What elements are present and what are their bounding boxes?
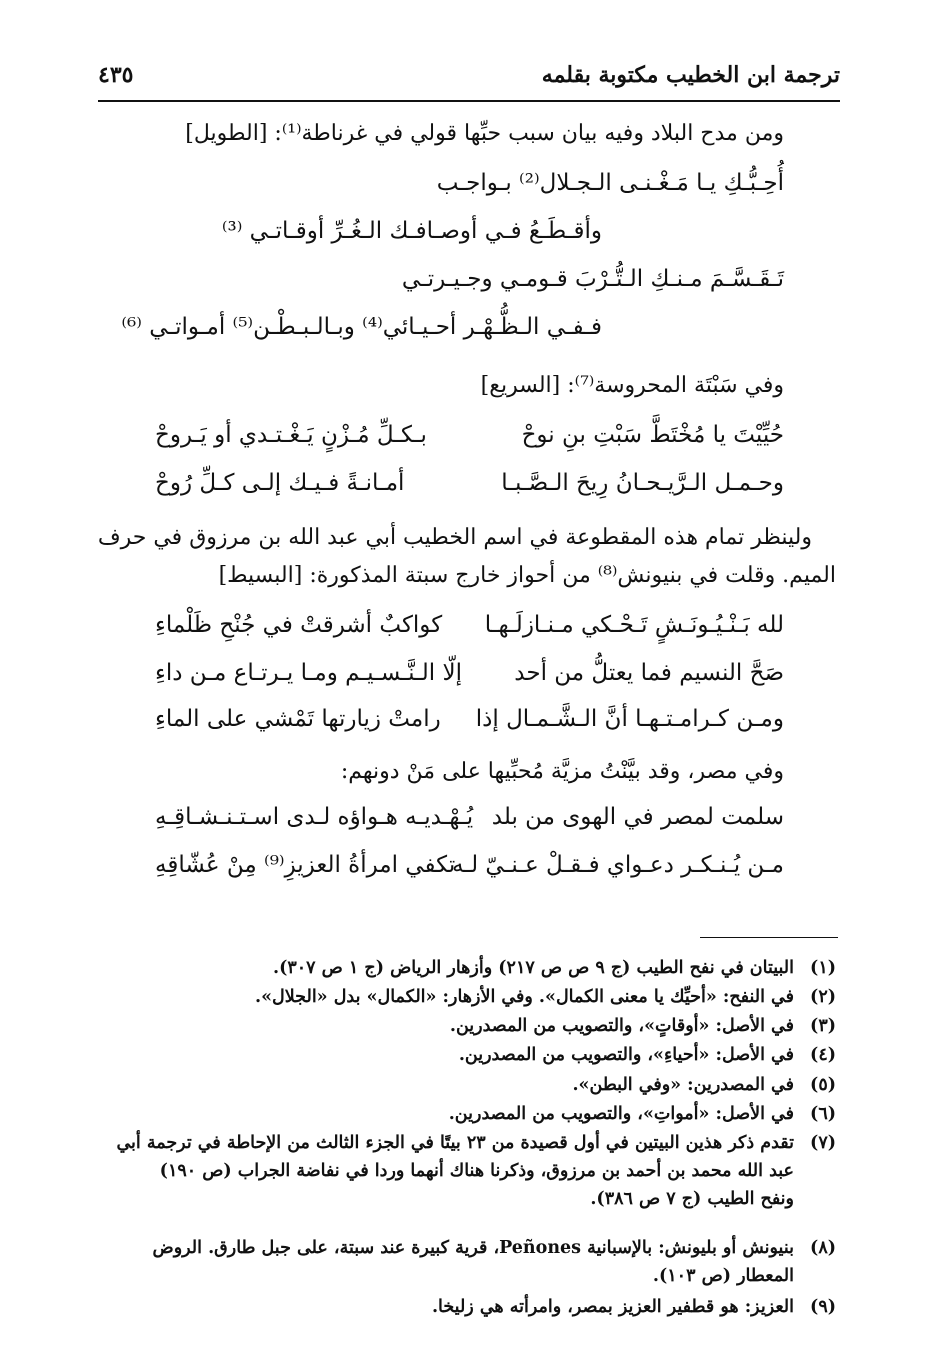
hemistich-first: حُيِّيْتَ يا مُخْتَطَّ سَبْتِ بنِ نوحْ <box>521 422 784 448</box>
footnote-text: تقدم ذكر هذين البيتين في أول قصيدة من ٢٣ بيتًا في الجزء الثالث من الإحاطة في ترجمة أبي <box>116 1133 794 1153</box>
footnote-text: البيتان في نفح الطيب (ج ٩ ص ص ٢١٧) وأزهار الرياض (ج ١ ص ٣٠٧). <box>273 958 794 978</box>
footnote-text: في الأصل: «أحياءِ»، والتصويب من المصدرين. <box>458 1045 794 1065</box>
footnote-text: في الأصل: «أوقاتٍ»، والتصويب من المصدرين. <box>449 1016 794 1036</box>
footnote <box>98 1234 836 1290</box>
footnote <box>98 1100 836 1128</box>
footnote-text: العزيز: هو قطفير العزيز بمصر، وامرأته هي زليخا. <box>431 1297 794 1317</box>
page-header <box>98 56 840 102</box>
footnote-number: (٨) <box>810 1238 836 1258</box>
footnote-number: (٢) <box>810 987 836 1007</box>
page-number: ٤٣٥ <box>98 62 134 88</box>
footnote-number: (١) <box>810 958 836 978</box>
footnote-number: (٩) <box>810 1297 836 1317</box>
verse-line: تَـقَـسَّـمَ مـنـكِ الـتُّـرْبَ قـومـي وجـيـرتـي <box>401 266 784 292</box>
verse-line: أُحِـبُّـكِ يـا مَـغْـنـى الـجـلال⁽²⁾ بـواجـب <box>436 170 784 196</box>
footnote-text: المعطار (ص ١٠٣). <box>652 1266 794 1286</box>
footnote-number: (٥) <box>810 1075 836 1095</box>
intro-ceuta: وفي سَبْتَة المحروسة⁽⁷⁾: [السريع] <box>480 373 784 398</box>
hemistich-second: تكفي امرأةُ العزيزِ⁽⁹⁾ مِنْ عُشّاقِهِ <box>155 852 456 878</box>
bridge-line-1: ولينظر تمام هذه المقطوعة في اسم الخطيب أبي عبد الله بن مرزوق في حرف <box>97 525 812 550</box>
hemistich-second: يُـهْـديـه هـواؤه لـدى اسـتـنـشـاقِـهِ <box>155 804 474 830</box>
footnote <box>98 1071 836 1099</box>
footnote-number: (٣) <box>810 1016 836 1036</box>
hemistich-first: مـن يُـنـكـر دعـواي فـقـلْ عـنـيّ لـه <box>452 852 784 878</box>
footnote-number: (٦) <box>810 1104 836 1124</box>
footnote-text: ونفح الطيب (ج ٧ ص ٣٨٦). <box>590 1189 794 1209</box>
footnote-number: (٧) <box>810 1133 836 1153</box>
hemistich-first: وحـمـل الـرَّيـحـانُ رِيحَ الـصَّـبـا <box>501 470 784 496</box>
footnote-number: (٤) <box>810 1045 836 1065</box>
running-title: ترجمة ابن الخطيب مكتوبة بقلمه <box>541 62 840 88</box>
hemistich-second: بـكـلِّ مُـزْنٍ يَـغْـتـدي أو يَـروحْ <box>155 422 427 448</box>
footnote-text: في النفح: «أحيِّك يا معنى الكمال». وفي الأزهار: «الكمال» بدل «الجلال». <box>255 987 794 1007</box>
footnote <box>98 1012 836 1040</box>
footnote <box>98 1041 836 1069</box>
footnote-text: بنيونش أو بليونش: بالإسبانية Peñones، قرية كبيرة عند سبتة، على جبل طارق. الروض <box>152 1238 794 1258</box>
footnote-text: في المصدرين: «وفي البطن». <box>572 1075 794 1095</box>
hemistich-second: إلّا الـنَّـسـيـم ومـا يـرتـاع مـن داءِ <box>155 660 463 686</box>
hemistich-first: صَحَّ النسيم فما يعتلُّ من أحد <box>514 660 784 686</box>
footnote-separator <box>700 937 838 938</box>
hemistich-first: سلمت لمصر في الهوى من بلد <box>491 804 784 830</box>
hemistich-first: ومـن كـرامـتـهـا أنَّ الـشَّـمـال إذا <box>475 706 784 732</box>
footnote <box>98 983 836 1011</box>
verse-line: فـفـي الـظُّـهْـر أحـيـائي⁽⁴⁾ وبـالـبـطْـن⁽⁵⁾ أمـواتـي ⁽⁶⁾ <box>121 314 602 340</box>
intro-egypt: وفي مصر، وقد بيَّنْتُ مزيَّة مُحبِّيها على مَنْ دونهم: <box>340 759 784 784</box>
hemistich-second: أمـانـةً فـيـك إلـى كـلِّ رُوحْ <box>155 470 405 496</box>
footnote <box>98 1129 836 1213</box>
bridge-line-2: الميم. وقلت في بنيونش⁽⁸⁾ من أحواز خارج سبتة المذكورة: [البسيط] <box>218 563 836 588</box>
hemistich-second: كواكبٌ أشرقتْ في جُنْحِ ظَلْماءِ <box>155 612 443 638</box>
hemistich-first: لله بَـنْـيُـونَـشٍ تَـحْـكي مـنـازلَـهـا <box>484 612 784 638</box>
intro-granada: ومن مدح البلاد وفيه بيان سبب حبِّها قولي في غرناطة⁽¹⁾: [الطويل] <box>185 121 784 146</box>
verse-line: وأقـطَـعُ فـي أوصـافـك الـغُـرِّ أوقـاتـي ⁽³⁾ <box>221 218 602 244</box>
footnote <box>98 954 836 982</box>
hemistich-second: رامتْ زيارتها تَمْشي على الماءِ <box>155 706 441 732</box>
footnote-text: في الأصل: «أمواتِ»، والتصويب من المصدرين. <box>448 1104 794 1124</box>
footnote <box>98 1293 836 1321</box>
footnote-text: عبد الله محمد بن أحمد بن مرزوق، وذكرنا هناك أنهما وردا في نفاضة الجراب (ص ١٩٠) <box>159 1161 794 1181</box>
